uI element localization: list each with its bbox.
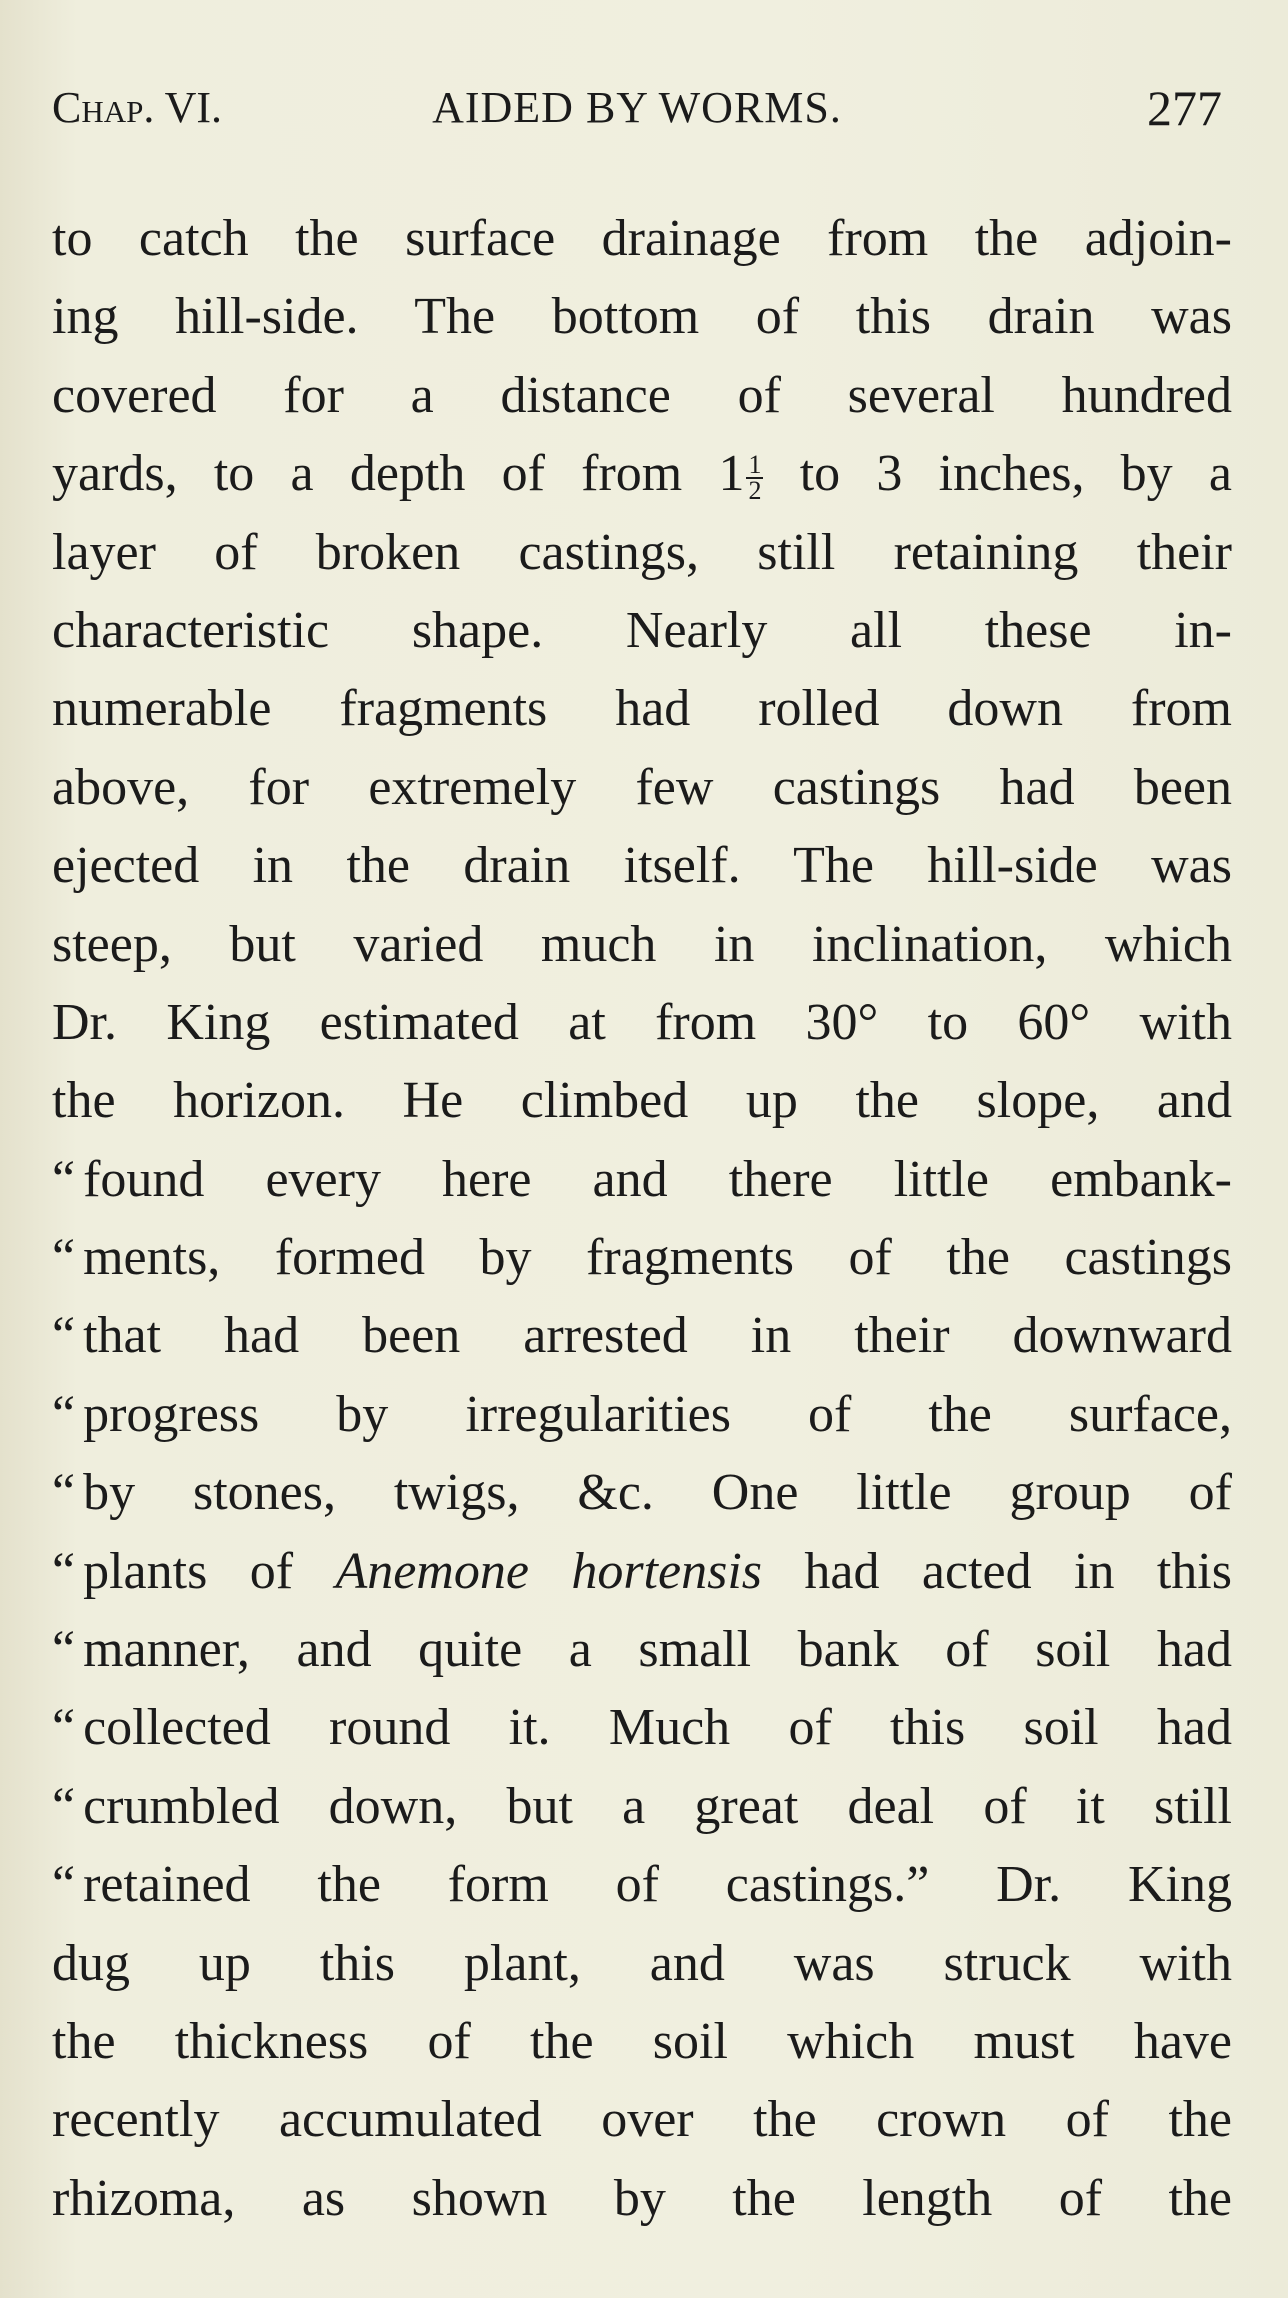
chapter-label: Chap. VI. bbox=[52, 83, 222, 132]
quoted-line bbox=[52, 1611, 1232, 1689]
text-segment: retained the form of castings.” Dr. King bbox=[83, 1856, 1232, 1914]
text-segment: ments, formed by fragments of the castings bbox=[83, 1229, 1232, 1287]
quote-mark: “ bbox=[52, 1856, 76, 1914]
text-line: characteristic shape. Nearly all these in- bbox=[52, 601, 1232, 659]
text-line bbox=[52, 435, 1232, 513]
text-line: covered for a distance of several hundred bbox=[52, 366, 1232, 424]
text-line: Dr. King estimated at from 30° to 60° with bbox=[52, 993, 1232, 1051]
quoted-line bbox=[52, 1297, 1232, 1375]
quote-mark: “ bbox=[52, 1150, 76, 1208]
text-line: dug up this plant, and was struck with bbox=[52, 1934, 1232, 1992]
text-segment: to 3 inches, by a bbox=[763, 445, 1232, 503]
quote-mark: “ bbox=[52, 1385, 76, 1443]
fraction-denominator: 2 bbox=[748, 476, 762, 506]
text-line: steep, but varied much in inclination, which bbox=[52, 915, 1232, 973]
text-line: to catch the surface drainage from the adjoin- bbox=[52, 210, 1232, 267]
species-name-italic: Anemone hortensis bbox=[335, 1542, 763, 1600]
running-title: AIDED BY WORMS. bbox=[432, 83, 842, 132]
quote-mark: “ bbox=[52, 1464, 76, 1522]
text-line: the thickness of the soil which must have bbox=[52, 2012, 1232, 2070]
text-segment: crumbled down, but a great deal of it still bbox=[83, 1777, 1232, 1835]
text-line: the horizon. He climbed up the slope, and bbox=[52, 1072, 1232, 1130]
text-segment: manner, and quite a small bank of soil had bbox=[83, 1621, 1232, 1679]
quoted-line bbox=[52, 1141, 1232, 1219]
quote-mark: “ bbox=[52, 1777, 76, 1835]
quote-mark: “ bbox=[52, 1699, 76, 1757]
text-line: ejected in the drain itself. The hill-side was bbox=[52, 837, 1232, 895]
fraction-one-half bbox=[746, 450, 763, 506]
text-line: layer of broken castings, still retaining their bbox=[52, 523, 1232, 581]
text-line: recently accumulated over the crown of the bbox=[52, 2091, 1232, 2149]
text-segment: found every here and there little embank- bbox=[83, 1150, 1232, 1208]
text-segment: that had been arrested in their downward bbox=[83, 1307, 1232, 1365]
text-segment: by stones, twigs, &c. One little group of bbox=[83, 1464, 1232, 1522]
quoted-line bbox=[52, 1454, 1232, 1532]
quoted-line bbox=[52, 1376, 1232, 1454]
quote-mark: “ bbox=[52, 1307, 76, 1365]
quote-mark: “ bbox=[52, 1621, 76, 1679]
quoted-line bbox=[52, 1846, 1232, 1924]
quoted-line bbox=[52, 1533, 1232, 1611]
text-segment: plants of bbox=[83, 1542, 336, 1600]
text-line: numerable fragments had rolled down from bbox=[52, 680, 1232, 738]
text-line: rhizoma, as shown by the length of the bbox=[52, 2169, 1232, 2227]
text-segment: progress by irregularities of the surface, bbox=[83, 1385, 1232, 1443]
text-line: above, for extremely few castings had been bbox=[52, 758, 1232, 816]
text-segment: yards, to a depth of from 1 bbox=[52, 445, 745, 503]
running-head bbox=[52, 78, 1222, 138]
quoted-line bbox=[52, 1689, 1232, 1767]
text-segment: had acted in this bbox=[762, 1542, 1232, 1600]
quoted-line bbox=[52, 1768, 1232, 1846]
text-segment: collected round it. Much of this soil had bbox=[83, 1699, 1232, 1757]
text-line: ing hill-side. The bottom of this drain was bbox=[52, 288, 1232, 346]
quote-mark: “ bbox=[52, 1229, 76, 1287]
body-text bbox=[52, 200, 1232, 2238]
page-number: 277 bbox=[1147, 80, 1222, 136]
quoted-line bbox=[52, 1219, 1232, 1297]
quote-mark: “ bbox=[52, 1542, 76, 1600]
fraction-numerator: 1 bbox=[748, 450, 762, 480]
